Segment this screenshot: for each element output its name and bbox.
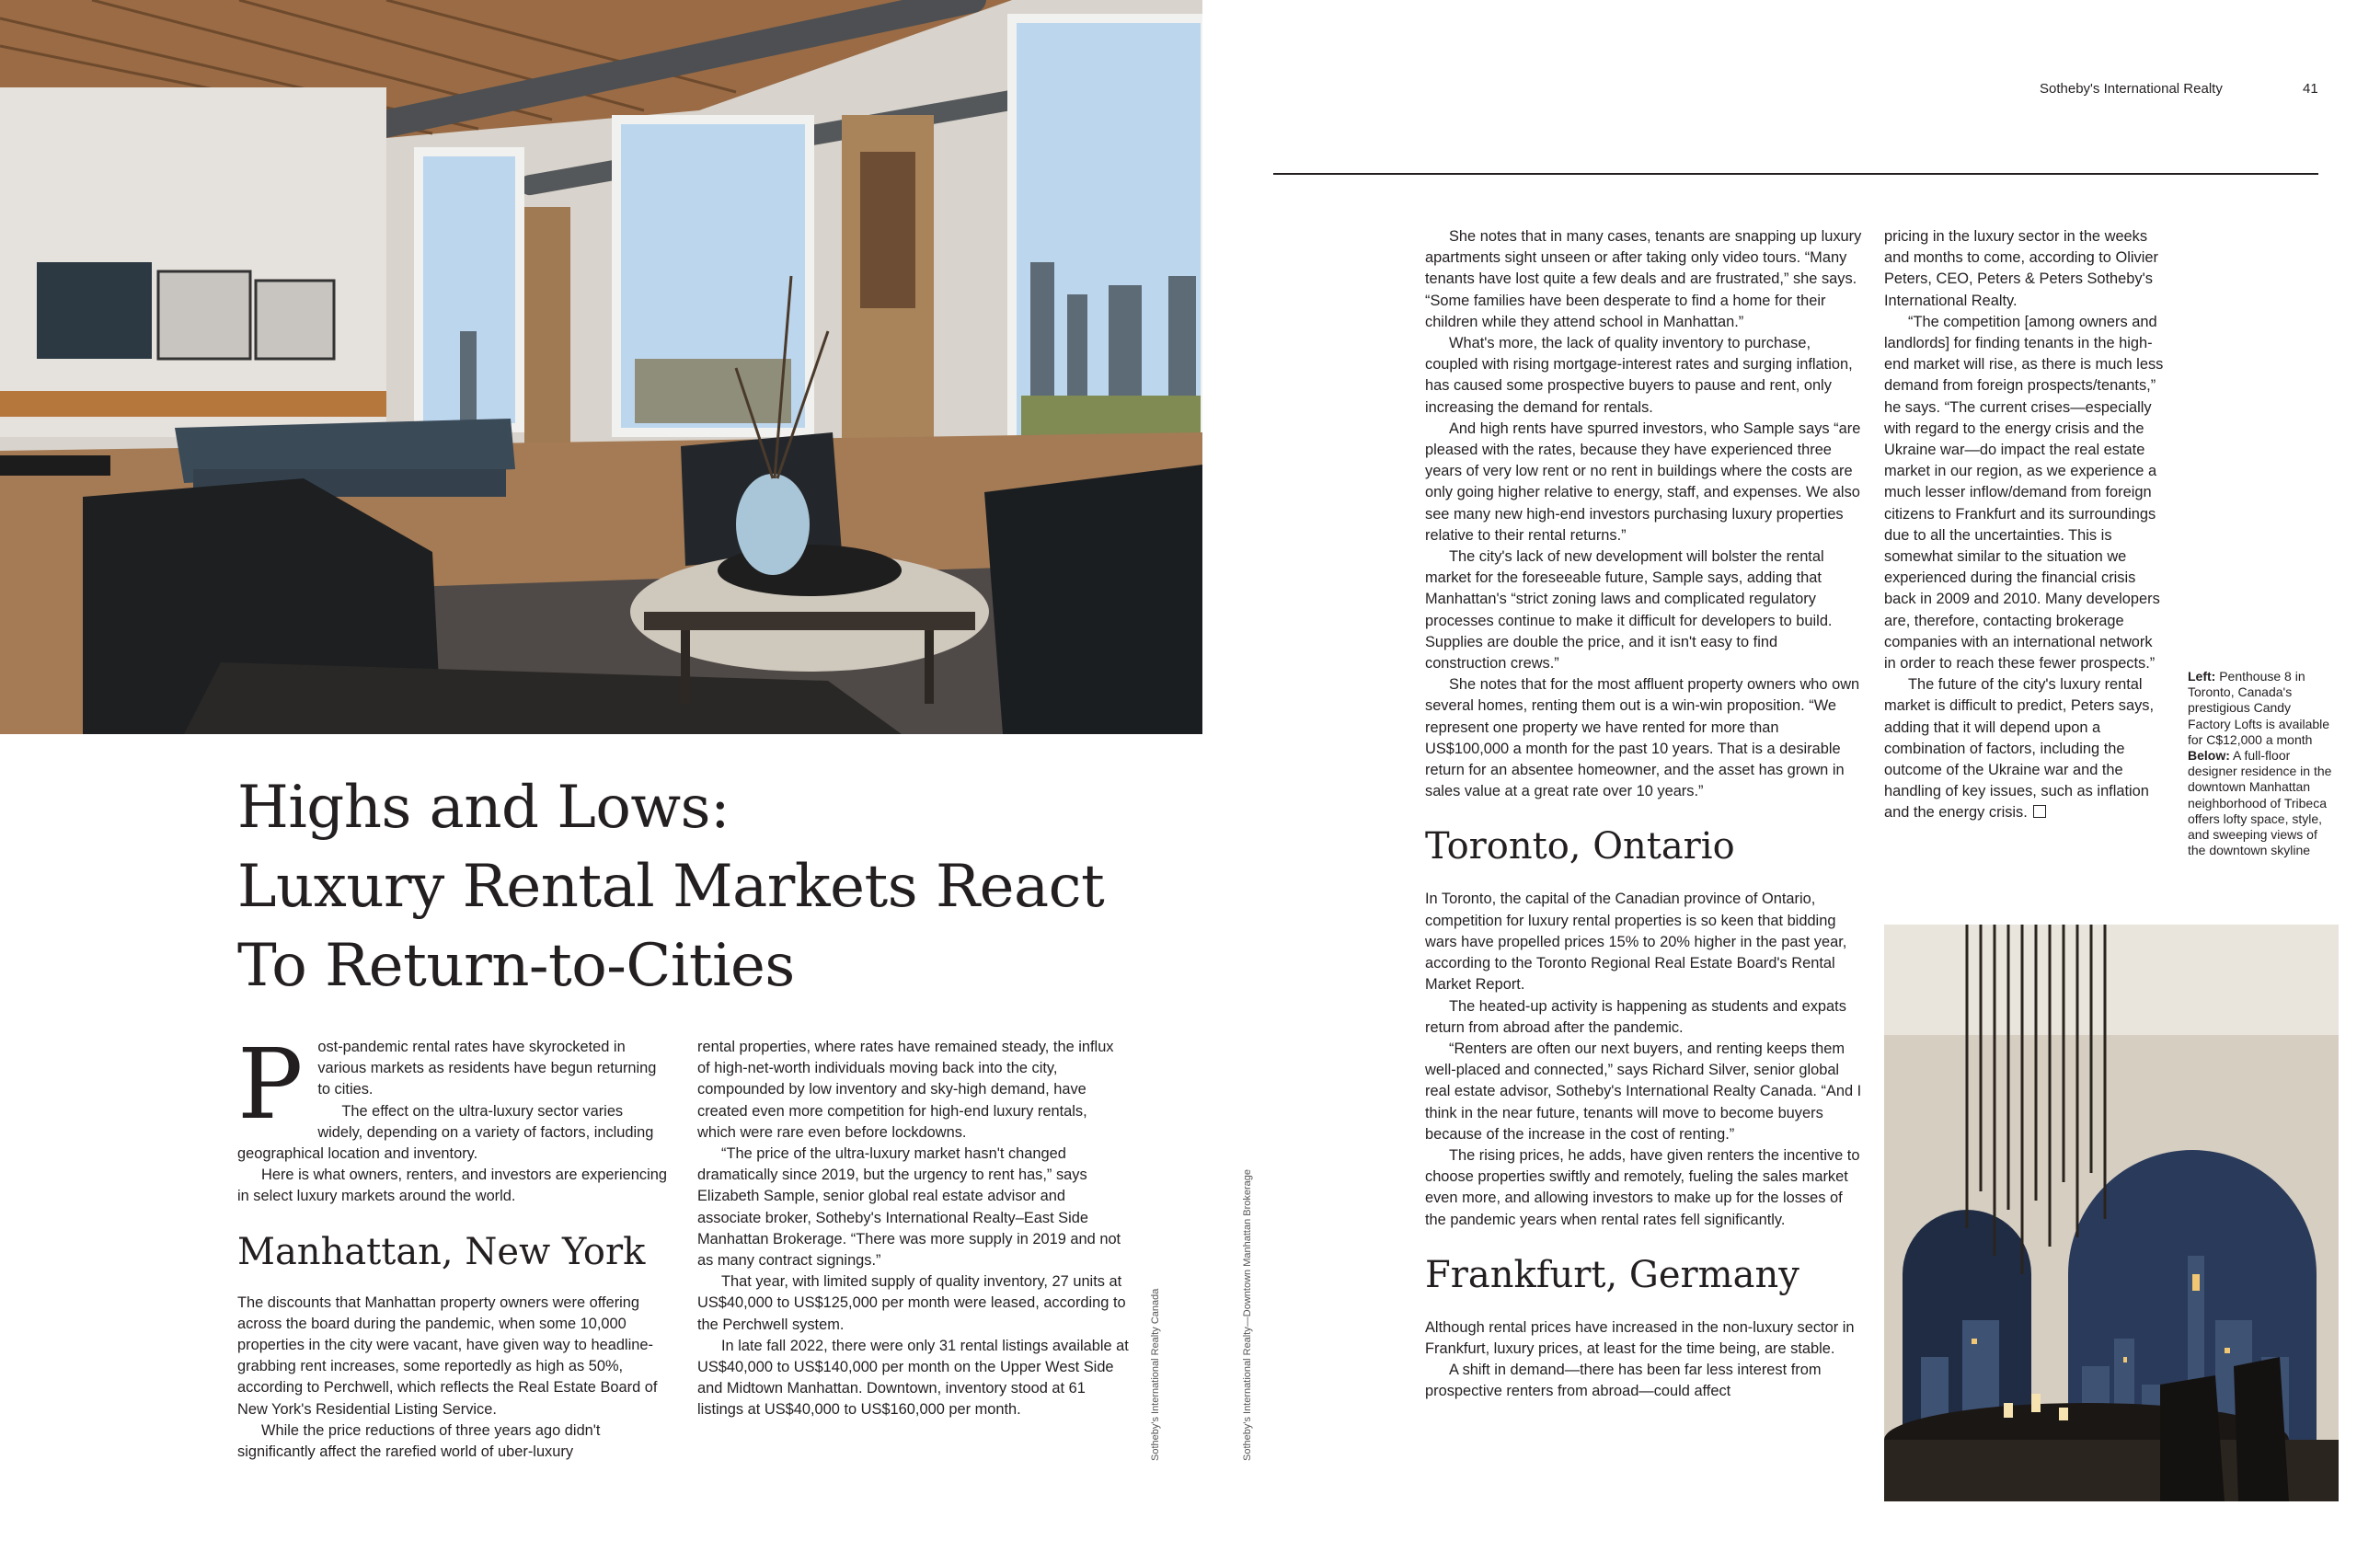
toronto-paragraph-1: In Toronto, the capital of the Canadian province of Ontario, competition for luxury rental properties is so keen that bidding wars have propelled prices 15% to 20% higher in the past year, according to the Toronto Regional Real Estate Board's Rental Market Report.: [1425, 891, 1847, 994]
frankfurt-paragraph-5: [1884, 674, 2165, 823]
headline-line-1: Highs and Lows:: [237, 774, 730, 842]
frankfurt-paragraph-4: “The competition [among owners and landlords] for finding tenants in the high-end market will rise, as there is much less demand from foreign prospects/tenants,” he says. “The current crises—especially with regard to the energy crisis and the Ukraine war—do impact the real estate market in our region, as we experience a much lesser inflow/demand from foreign citizens to Frankfurt and its surroundings due to all the uncertainties. This is somewhat similar to the situation we experienced during the financial crisis back in 2009 and 2010. Many developers are, therefore, contacting brokerage companies with an international network in order to reach these fewer prospects.”: [1884, 313, 2164, 673]
intro-paragraph-1: ost-pandemic rental rates have skyrocketed in various markets as residents have begun returning to cities.: [317, 1039, 657, 1098]
frankfurt-paragraph-1: Although rental prices have increased in the non-luxury sector in Frankfurt, luxury prices, at least for the time being, are stable.: [1425, 1318, 1855, 1357]
toronto-paragraph-2: The heated-up activity is happening as students and expats return from abroad after the pandemic.: [1425, 997, 1846, 1036]
manhattan-paragraph-6: In late fall 2022, there were only 31 rental listings available at US$40,000 to US$140,000 per month on the Upper West Side and Midtown Manhattan. Downtown, inventory stood at 61 listings at US$40,000 to US$160,000 per month.: [697, 1337, 1129, 1419]
penthouse-dining-photo: [1884, 925, 2339, 1501]
manhattan-paragraph-9: And high rents have spurred investors, who Sample says “are pleased with the rates, because they have experienced three years of very low rent or no rent in buildings where the costs are only going higher relative to energy, staff, and expenses. We also see many new high-end investors purchasing luxury properties relative to their rental returns.”: [1425, 420, 1861, 544]
photo-credit-right: Sotheby's International Realty—Downtown Manhattan Brokerage: [1242, 1168, 1253, 1461]
section-heading-frankfurt: Frankfurt, Germany: [1425, 1253, 1799, 1296]
caption-below-label: Below:: [2188, 748, 2230, 764]
frankfurt-paragraph-2: A shift in demand—there has been far less interest from prospective renters from abroad—could affect: [1425, 1362, 1822, 1400]
manhattan-paragraph-1: The discounts that Manhattan property owners were offering across the board during the pandemic, when some 10,000 properties in the city were vacant, have given way to headline-grabbing rent increases, some reportedly as high as 50%, according to Perchwell, which reflects the Real Estate Board of New York's Residential Listing Service.: [237, 1293, 658, 1418]
manhattan-paragraph-4: “The price of the ultra-luxury market hasn't changed dramatically since 2019, but the urgency to rent has,” says Elizabeth Sample, senior global real estate advisor and associate broker, Sotheby's International Realty–East Side Manhattan Brokerage. “There was more supply in 2019 and not as many contract signings.”: [697, 1145, 1121, 1270]
caption-left-text: Penthouse 8 in Toronto, Canada's prestigious Candy Factory Lofts is available for C$12,000 a month: [2188, 669, 2330, 747]
article-column-1: [237, 1028, 670, 1463]
frankfurt-paragraph-5-text: The future of the city's luxury rental market is difficult to predict, Peters says, adding that it will depend upon a combination of factors, including the outcome of the Ukraine war and the handling of key issues, such as inflation and the energy crisis.: [1884, 676, 2155, 822]
frankfurt-paragraph-3: pricing in the luxury sector in the weeks and months to come, according to Olivier Peters, CEO, Peters & Peters Sotheby's International Realty.: [1884, 228, 2158, 309]
manhattan-paragraph-5: That year, with limited supply of quality inventory, 27 units at US$40,000 to US$125,000 per month were leased, according to the Perchwell system.: [697, 1273, 1126, 1333]
photo-caption: [2188, 669, 2335, 858]
toronto-paragraph-4: The rising prices, he adds, have given renters the incentive to choose properties swiftly and remotely, fueling the sales market even more, and allowing investors to make up for the losses of the pandemic years when rental rates fell significantly.: [1425, 1146, 1860, 1228]
toronto-paragraph-3: “Renters are often our next buyers, and renting keeps them well-placed and connected,” says Richard Silver, senior global real estate advisor, Sotheby's International Realty Canada. “And I think in the near future, tenants will move to become buyers because of the increase in the cost of renting.”: [1425, 1040, 1862, 1143]
article-column-3: [1425, 226, 1862, 1403]
intro-paragraph-3: Here is what owners, renters, and investors are experiencing in select luxury markets around the world.: [237, 1167, 667, 1205]
photo-credit-left: Sotheby's International Realty Canada: [1150, 1288, 1161, 1461]
manhattan-paragraph-3: rental properties, where rates have remained steady, the influx of high-net-worth individuals moving back into the city, compounded by low inventory and sky-high demand, have created even more competition for high-end luxury rentals, which were rare even before lockdowns.: [697, 1039, 1114, 1141]
running-head-publication: Sotheby's International Realty: [2040, 81, 2223, 97]
intro-block: [237, 1028, 670, 1208]
loft-living-room-photo: [0, 0, 1202, 734]
section-heading-manhattan: Manhattan, New York: [237, 1230, 646, 1273]
section-heading-toronto: Toronto, Ontario: [1425, 825, 1735, 868]
header-rule: [1273, 173, 2318, 175]
manhattan-paragraph-11: She notes that for the most affluent property owners who own several homes, renting them out is a win-win proposition. “We represent one property we have rented for more than US$100,000 a month for the past 10 years. That is a desirable return for an absentee homeowner, and the asset has grown in sales value at a great rate over 10 years.”: [1425, 676, 1860, 800]
drop-cap: P: [237, 1028, 304, 1141]
manhattan-paragraph-2: While the price reductions of three years ago didn't significantly affect the rarefied world of uber-luxury: [237, 1421, 601, 1461]
manhattan-paragraph-8: What's more, the lack of quality inventory to purchase, coupled with rising mortgage-interest rates and surging inflation, has caused some prospective buyers to pause and rent, only increasing the demand for rentals.: [1425, 335, 1853, 416]
article-headline: [237, 768, 1157, 1006]
caption-below-text: A full-floor designer residence in the downtown Manhattan neighborhood of Tribeca offers lofty space, style, and sweeping views of the downtown skyline: [2188, 748, 2332, 858]
headline-line-3: To Return-to-Cities: [237, 932, 795, 1000]
headline-line-2: Luxury Rental Markets React: [237, 853, 1105, 921]
caption-left-label: Left:: [2188, 669, 2216, 684]
end-of-article-mark: [2033, 805, 2046, 818]
intro-paragraph-2: The effect on the ultra-luxury sector varies widely, depending on a variety of factors, including geographical location and inventory.: [237, 1102, 654, 1163]
manhattan-paragraph-10: The city's lack of new development will bolster the rental market for the foreseeable future, Sample says, adding that Manhattan's “strict zoning laws and complicated regulatory processes continue to make it difficult for developers to build. Supplies are double the price, and it isn't easy to find construction crews.”: [1425, 548, 1833, 673]
manhattan-paragraph-7: She notes that in many cases, tenants are snapping up luxury apartments sight unseen or after taking only video tours. “Many tenants have lost quite a few deals and are frustrated,” she says. “Some families have been desperate to find a home for their children while they attend school in Manhattan.”: [1425, 228, 1862, 330]
article-column-4: [1884, 226, 2165, 824]
article-column-2: [697, 1037, 1130, 1421]
page-number: 41: [2303, 81, 2318, 97]
